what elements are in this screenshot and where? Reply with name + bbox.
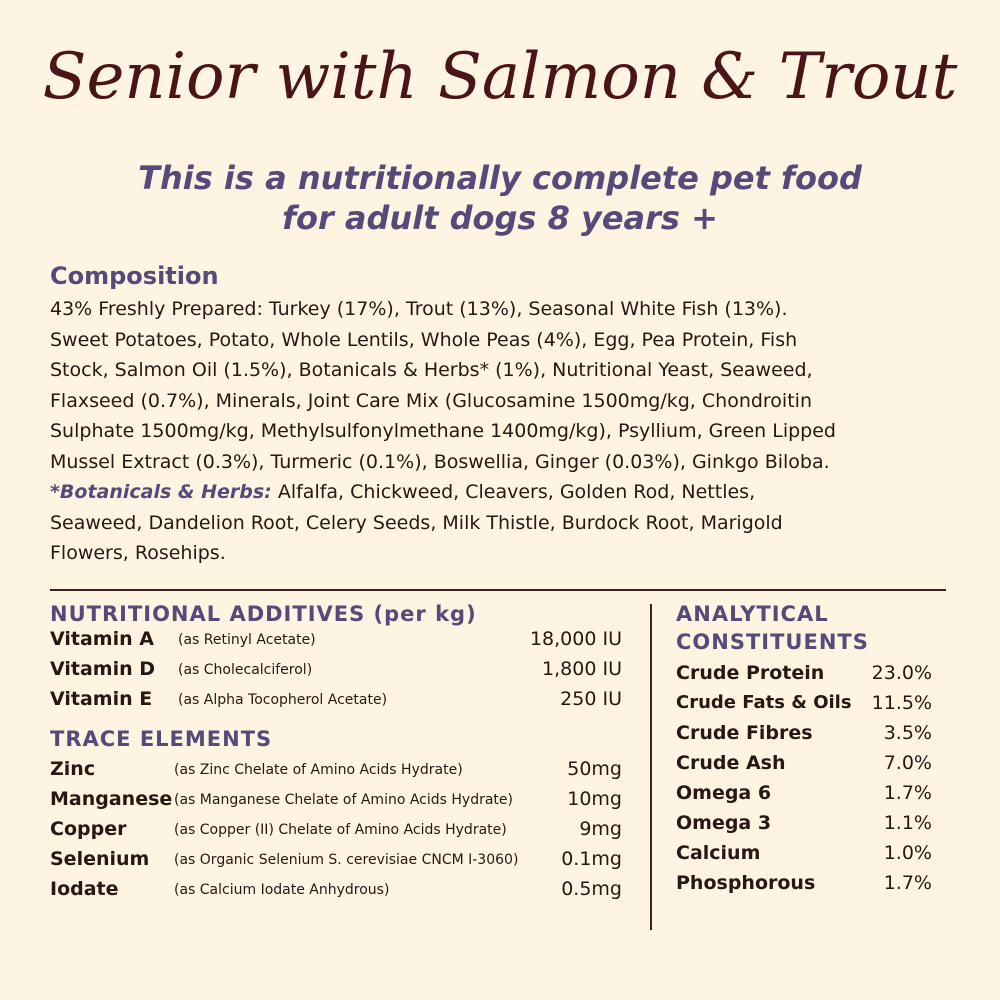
analytical-name: Omega 3 bbox=[676, 812, 772, 834]
analytical-value: 11.5% bbox=[871, 692, 932, 714]
analytical-row bbox=[676, 812, 932, 842]
composition-line: Mussel Extract (0.3%), Turmeric (0.1%), Boswellia, Ginger (0.03%), Ginkgo Biloba. bbox=[50, 450, 830, 473]
botanicals-line: Seaweed, Dandelion Root, Celery Seeds, Milk Thistle, Burdock Root, Marigold bbox=[50, 511, 783, 534]
subtitle-line: for adult dogs 8 years + bbox=[282, 199, 718, 237]
botanicals-line: Flowers, Rosehips. bbox=[50, 542, 226, 564]
analytical-row bbox=[676, 662, 932, 692]
trace-value: 0.5mg bbox=[561, 878, 622, 900]
analytical-value: 1.1% bbox=[883, 812, 932, 834]
trace-desc: (as Organic Selenium S. cerevisiae CNCM I-3060) bbox=[174, 852, 519, 868]
composition-line: Stock, Salmon Oil (1.5%), Botanicals & Herbs* (1%), Nutritional Yeast, Seaweed, bbox=[50, 359, 813, 381]
analytical-value: 1.0% bbox=[883, 842, 932, 864]
trace-row bbox=[50, 788, 622, 818]
analytical-value: 23.0% bbox=[871, 662, 932, 684]
analytical-value: 7.0% bbox=[883, 752, 932, 774]
vertical-divider bbox=[650, 604, 652, 930]
botanicals-label: *Botanicals & Herbs: bbox=[50, 481, 272, 503]
trace-desc: (as Copper (II) Chelate of Amino Acids Hydrate) bbox=[174, 822, 507, 838]
trace-value: 50mg bbox=[567, 758, 622, 780]
additive-name: Vitamin A bbox=[50, 628, 154, 650]
botanicals-line bbox=[50, 477, 960, 508]
composition-text bbox=[50, 294, 960, 569]
composition-heading: Composition bbox=[50, 262, 219, 290]
additive-row bbox=[50, 658, 622, 688]
analytical-name: Crude Fibres bbox=[676, 722, 813, 744]
trace-name: Iodate bbox=[50, 878, 119, 900]
subtitle-line: This is a nutritionally complete pet food bbox=[138, 159, 862, 197]
page-title: Senior with Salmon & Trout bbox=[42, 40, 958, 114]
trace-desc: (as Manganese Chelate of Amino Acids Hydrate) bbox=[174, 792, 513, 808]
trace-value: 0.1mg bbox=[561, 848, 622, 870]
additive-name: Vitamin E bbox=[50, 688, 153, 710]
analytical-name: Crude Ash bbox=[676, 752, 786, 774]
additive-value: 1,800 IU bbox=[542, 658, 622, 680]
analytical-name: Omega 6 bbox=[676, 782, 772, 804]
additive-value: 250 IU bbox=[560, 688, 622, 710]
analytical-row bbox=[676, 782, 932, 812]
trace-row bbox=[50, 758, 622, 788]
additive-desc: (as Cholecalciferol) bbox=[178, 662, 313, 678]
analytical-value: 3.5% bbox=[883, 722, 932, 744]
additive-value: 18,000 IU bbox=[529, 628, 622, 650]
trace-value: 10mg bbox=[567, 788, 622, 810]
additive-desc: (as Alpha Tocopherol Acetate) bbox=[178, 692, 388, 708]
analytical-row bbox=[676, 752, 932, 782]
additive-row bbox=[50, 628, 622, 658]
composition-line: Flaxseed (0.7%), Minerals, Joint Care Mix (Glucosamine 1500mg/kg, Chondroitin bbox=[50, 389, 812, 412]
analytical-heading: ANALYTICAL bbox=[676, 602, 829, 626]
trace-value: 9mg bbox=[579, 818, 622, 840]
additive-desc: (as Retinyl Acetate) bbox=[178, 632, 316, 648]
trace-name: Copper bbox=[50, 818, 127, 840]
horizontal-divider bbox=[50, 589, 946, 591]
composition-line: Sulphate 1500mg/kg, Methylsulfonylmethane 1400mg/kg), Psyllium, Green Lipped bbox=[50, 420, 836, 442]
analytical-row bbox=[676, 872, 932, 902]
composition-line: Sweet Potatoes, Potato, Whole Lentils, Whole Peas (4%), Egg, Pea Protein, Fish bbox=[50, 328, 798, 351]
analytical-row bbox=[676, 692, 932, 722]
analytical-name: Phosphorous bbox=[676, 872, 816, 894]
trace-row bbox=[50, 818, 622, 848]
additives-heading: NUTRITIONAL ADDITIVES (per kg) bbox=[50, 602, 477, 626]
trace-desc: (as Calcium Iodate Anhydrous) bbox=[174, 882, 390, 898]
trace-row bbox=[50, 878, 622, 908]
botanicals-text: Alfalfa, Chickweed, Cleavers, Golden Rod, Nettles, bbox=[271, 481, 756, 503]
analytical-name: Crude Protein bbox=[676, 662, 825, 684]
trace-name: Manganese bbox=[50, 788, 173, 810]
trace-heading: TRACE ELEMENTS bbox=[50, 727, 273, 751]
trace-name: Zinc bbox=[50, 758, 96, 780]
trace-desc: (as Zinc Chelate of Amino Acids Hydrate) bbox=[174, 762, 463, 778]
analytical-row bbox=[676, 842, 932, 872]
analytical-value: 1.7% bbox=[883, 872, 932, 894]
analytical-row bbox=[676, 722, 932, 752]
subtitle bbox=[0, 158, 1000, 238]
analytical-name: Calcium bbox=[676, 842, 761, 864]
composition-line: 43% Freshly Prepared: Turkey (17%), Trout (13%), Seasonal White Fish (13%). bbox=[50, 298, 788, 320]
additive-name: Vitamin D bbox=[50, 658, 156, 680]
analytical-value: 1.7% bbox=[883, 782, 932, 804]
additive-row bbox=[50, 688, 622, 718]
analytical-heading: CONSTITUENTS bbox=[676, 630, 869, 654]
trace-name: Selenium bbox=[50, 848, 150, 870]
analytical-name: Crude Fats & Oils bbox=[676, 692, 852, 713]
trace-row bbox=[50, 848, 622, 878]
